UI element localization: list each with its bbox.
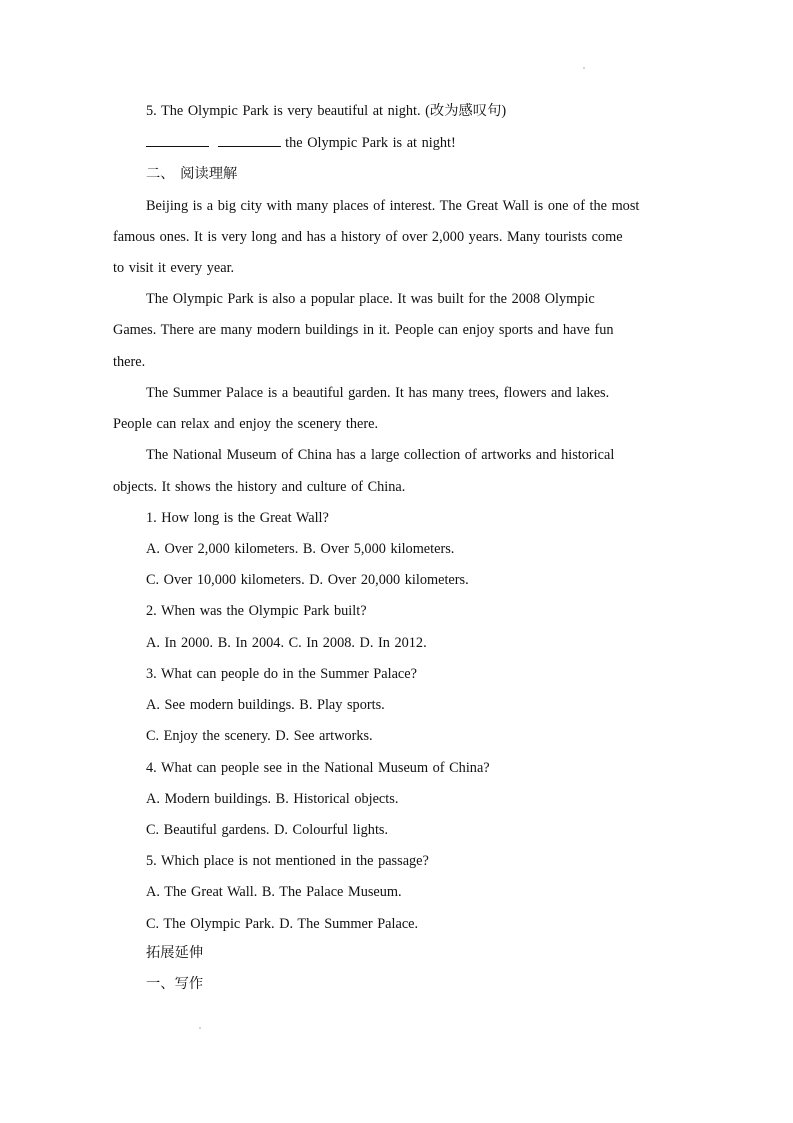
answer-blank-2[interactable] bbox=[218, 134, 281, 147]
passage-line: objects. It shows the history and culture of China. bbox=[113, 479, 406, 495]
section-heading-writing: 一、写作 bbox=[146, 976, 204, 992]
passage-line: Games. There are many modern buildings in it. People can enjoy sports and have fun bbox=[113, 322, 614, 338]
question-options: A. The Great Wall. B. The Palace Museum. bbox=[146, 884, 402, 900]
question-options: A. See modern buildings. B. Play sports. bbox=[146, 697, 385, 713]
question-options: A. In 2000. B. In 2004. C. In 2008. D. In 2012. bbox=[146, 635, 427, 651]
exercise-5-answer-line bbox=[146, 133, 456, 153]
question-options: C. The Olympic Park. D. The Summer Palace. bbox=[146, 916, 419, 932]
question-options: A. Over 2,000 kilometers. B. Over 5,000 kilometers. bbox=[146, 541, 455, 557]
passage-line: to visit it every year. bbox=[113, 260, 235, 276]
question-options: C. Enjoy the scenery. D. See artworks. bbox=[146, 728, 373, 744]
section-heading-reading: 二、 阅读理解 bbox=[146, 166, 238, 182]
question-options: A. Modern buildings. B. Historical objects. bbox=[146, 791, 399, 807]
exercise-5-question: 5. The Olympic Park is very beautiful at night. (改为感叹句) bbox=[146, 103, 507, 119]
answer-line-text: the Olympic Park is at night! bbox=[285, 135, 456, 151]
passage-line: The Summer Palace is a beautiful garden. It has many trees, flowers and lakes. bbox=[146, 385, 610, 401]
question-text: 1. How long is the Great Wall? bbox=[146, 510, 329, 526]
section-heading-extension: 拓展延伸 bbox=[146, 945, 204, 961]
answer-blank-1[interactable] bbox=[146, 134, 209, 147]
question-text: 2. When was the Olympic Park built? bbox=[146, 603, 367, 619]
passage-line: there. bbox=[113, 354, 146, 370]
passage-line: famous ones. It is very long and has a history of over 2,000 years. Many tourists come bbox=[113, 229, 623, 245]
question-text: 5. Which place is not mentioned in the passage? bbox=[146, 853, 429, 869]
passage-line: People can relax and enjoy the scenery there. bbox=[113, 416, 379, 432]
passage-line: Beijing is a big city with many places of interest. The Great Wall is one of the most bbox=[146, 198, 640, 214]
scan-speck bbox=[199, 1027, 201, 1029]
question-text: 4. What can people see in the National Museum of China? bbox=[146, 760, 490, 776]
passage-line: The National Museum of China has a large collection of artworks and historical bbox=[146, 447, 615, 463]
scan-speck bbox=[583, 67, 585, 69]
question-options: C. Beautiful gardens. D. Colourful lights. bbox=[146, 822, 389, 838]
question-options: C. Over 10,000 kilometers. D. Over 20,000 kilometers. bbox=[146, 572, 469, 588]
passage-line: The Olympic Park is also a popular place. It was built for the 2008 Olympic bbox=[146, 291, 595, 307]
question-text: 3. What can people do in the Summer Palace? bbox=[146, 666, 417, 682]
